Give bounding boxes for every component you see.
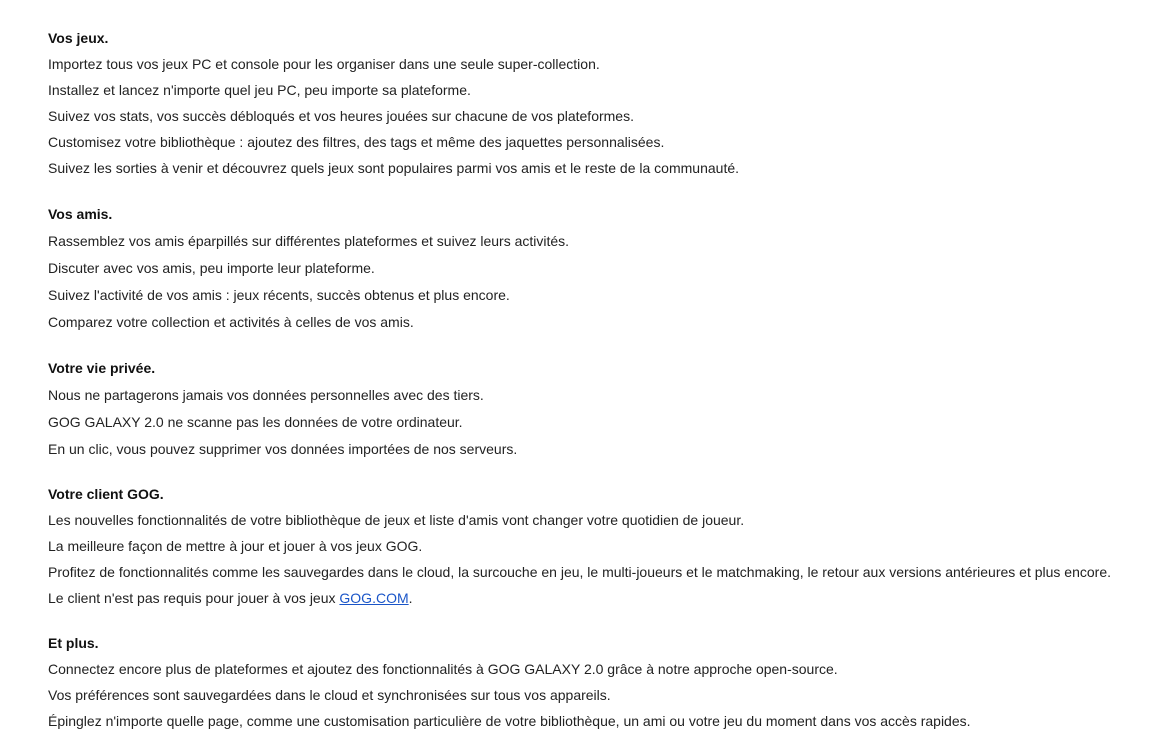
feature-line: Comparez votre collection et activités à celles de vos amis. (48, 314, 414, 330)
section-et-plus (48, 633, 1158, 737)
section-title: Votre client GOG. (48, 486, 164, 502)
line-prefix: Le client n'est pas requis pour jouer à vos jeux (48, 590, 340, 606)
section-vos-amis (48, 204, 1158, 339)
section-title: Vos amis. (48, 206, 113, 222)
feature-line: Profitez de fonctionnalités comme les sauvegardes dans le cloud, la surcouche en jeu, le multi-joueurs et le matchmaking, le retour aux versions antérieures et plus encore. (48, 564, 1112, 580)
line-suffix: . (408, 590, 413, 606)
feature-line: Suivez l'activité de vos amis : jeux récents, succès obtenus et plus encore. (48, 287, 510, 303)
feature-line: Suivez les sorties à venir et découvrez quels jeux sont populaires parmi vos amis et le reste de la communauté. (48, 160, 740, 176)
section-vie-privee (48, 358, 1158, 466)
feature-line: Importez tous vos jeux PC et console pour les organiser dans une seule super-collection. (48, 56, 600, 72)
feature-line: Nous ne partagerons jamais vos données personnelles avec des tiers. (48, 387, 484, 403)
feature-line: Suivez vos stats, vos succès débloqués et vos heures jouées sur chacune de vos plateformes. (48, 108, 634, 124)
section-title: Et plus. (48, 635, 99, 651)
feature-line: GOG GALAXY 2.0 ne scanne pas les données de votre ordinateur. (48, 414, 463, 430)
feature-line: Vos préférences sont sauvegardées dans le cloud et synchronisées sur tous vos appareils. (48, 687, 611, 703)
gog-com-link[interactable]: GOG.COM (339, 590, 409, 606)
feature-line: En un clic, vous pouvez supprimer vos données importées de nos serveurs. (48, 441, 518, 457)
feature-line: Rassemblez vos amis éparpillés sur différentes plateformes et suivez leurs activités. (48, 233, 570, 249)
feature-line: Installez et lancez n'importe quel jeu PC, peu importe sa plateforme. (48, 82, 471, 98)
feature-line: Discuter avec vos amis, peu importe leur plateforme. (48, 260, 375, 276)
feature-line: Customisez votre bibliothèque : ajoutez des filtres, des tags et même des jaquettes personnalisées. (48, 134, 665, 150)
section-title: Votre vie privée. (48, 360, 156, 376)
feature-line: Épinglez n'importe quelle page, comme une customisation particulière de votre bibliothèque, un ami ou votre jeu du moment dans vos accès rapides. (48, 713, 971, 729)
feature-line: Les nouvelles fonctionnalités de votre bibliothèque de jeux et liste d'amis vont changer votre quotidien de joueur. (48, 512, 745, 528)
feature-line: Connectez encore plus de plateformes et ajoutez des fonctionnalités à GOG GALAXY 2.0 grâce à notre approche open-source. (48, 661, 838, 677)
feature-line: La meilleure façon de mettre à jour et jouer à vos jeux GOG. (48, 538, 423, 554)
section-vos-jeux (48, 28, 1158, 184)
section-client-gog (48, 484, 1158, 614)
feature-line-with-link (48, 588, 1158, 614)
section-title: Vos jeux. (48, 30, 109, 46)
